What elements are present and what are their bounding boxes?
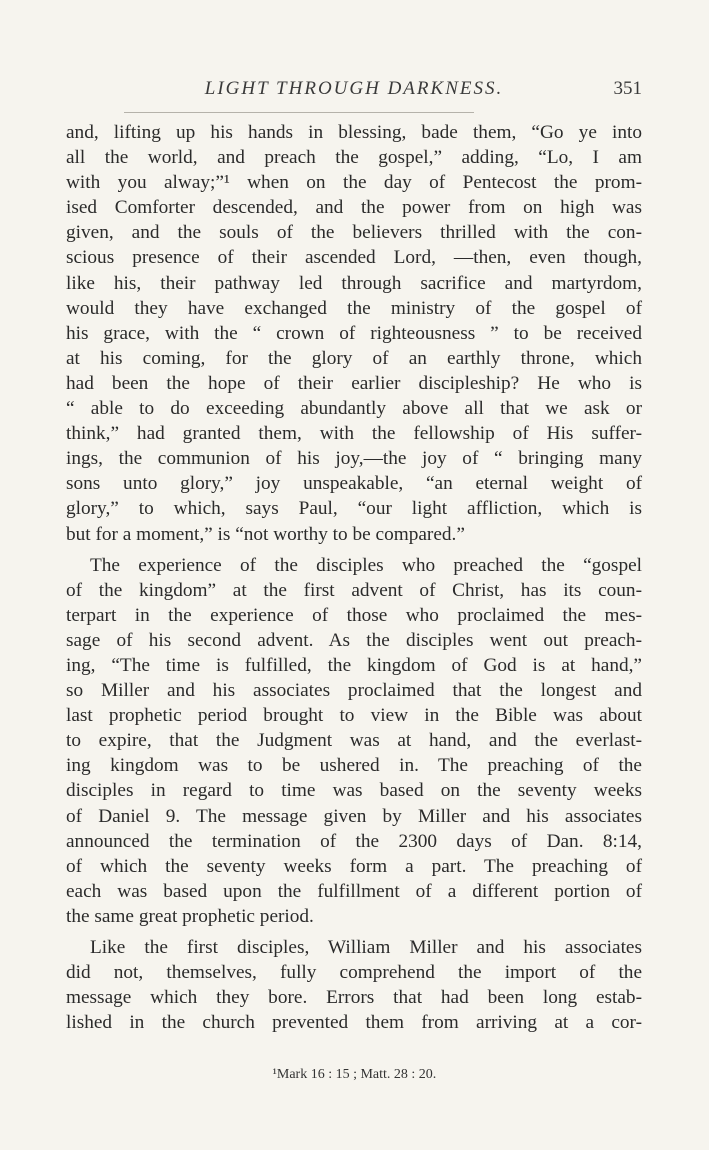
text-line: with you alway;”¹ when on the day of Pentecost the prom- [66, 172, 642, 194]
footnote: ¹Mark 16 : 15 ; Matt. 28 : 20. [272, 1067, 437, 1082]
text-line: like his, their pathway led through sacrifice and martyrdom, [66, 272, 642, 294]
page-header [66, 78, 642, 108]
text-line: “ able to do exceeding abundantly above all that we ask or [66, 398, 642, 420]
text-line: Like the first disciples, William Miller and his associates [90, 937, 642, 958]
text-line: of which the seventy weeks form a part. The preaching of [66, 855, 642, 877]
text-line: lished in the church prevented them from arriving at a cor- [66, 1012, 642, 1034]
text-line: to expire, that the Judgment was at hand, and the everlast- [66, 730, 642, 752]
text-line: and, lifting up his hands in blessing, bade them, “Go ye into [66, 122, 642, 143]
text-line: but for a moment,” is “not worthy to be compared.” [66, 523, 465, 545]
text-line: given, and the souls of the believers thrilled with the con- [66, 222, 642, 244]
text-line: last prophetic period brought to view in the Bible was about [66, 705, 642, 727]
text-line: sage of his second advent. As the disciples went out preach- [66, 629, 642, 651]
text-line: message which they bore. Errors that had been long estab- [66, 987, 642, 1009]
text-line: announced the termination of the 2300 days of Dan. 8:14, [66, 830, 642, 852]
text-line: The experience of the disciples who preached the “gospel [90, 554, 642, 576]
text-line: his grace, with the “ crown of righteousness ” to be received [66, 322, 642, 344]
text-line: ing, “The time is fulfilled, the kingdom of God is at hand,” [66, 654, 642, 676]
text-line: the same great prophetic period. [66, 905, 314, 927]
text-line: sons unto glory,” joy unspeakable, “an eternal weight of [66, 473, 642, 495]
text-line: had been the hope of their earlier discipleship? He who is [66, 372, 642, 394]
text-line: scious presence of their ascended Lord, —then, even though, [66, 247, 642, 269]
text-line: ing kingdom was to be ushered in. The preaching of the [66, 755, 642, 777]
text-line: disciples in regard to time was based on the seventy weeks [66, 780, 642, 802]
text-line: ings, the communion of his joy,—the joy of “ bringing many [66, 448, 642, 470]
paragraph-3 [66, 935, 642, 1035]
text-line: terpart in the experience of those who proclaimed the mes- [66, 604, 642, 626]
text-line: all the world, and preach the gospel,” adding, “Lo, I am [66, 147, 642, 169]
body-text [66, 120, 642, 1035]
text-line: so Miller and his associates proclaimed that the longest and [66, 680, 642, 702]
text-line: each was based upon the fulfillment of a different portion of [66, 880, 642, 902]
text-line: did not, themselves, fully comprehend the import of the [66, 962, 642, 984]
paragraph-2 [66, 553, 642, 929]
text-line: would they have exchanged the ministry of the gospel of [66, 297, 642, 319]
text-line: of Daniel 9. The message given by Miller and his associates [66, 805, 642, 827]
text-line: of the kingdom” at the first advent of Christ, has its coun- [66, 579, 642, 601]
running-title: LIGHT THROUGH DARKNESS. [204, 78, 504, 99]
text-line: at his coming, for the glory of an earthly throne, which [66, 347, 642, 369]
page-number: 351 [613, 78, 642, 99]
text-line: glory,” to which, says Paul, “our light affliction, which is [66, 498, 642, 520]
header-rule [124, 112, 474, 113]
text-line: ised Comforter descended, and the power from on high was [66, 197, 642, 219]
paragraph-1 [66, 120, 642, 547]
text-line: think,” had granted them, with the fellowship of His suffer- [66, 423, 642, 445]
